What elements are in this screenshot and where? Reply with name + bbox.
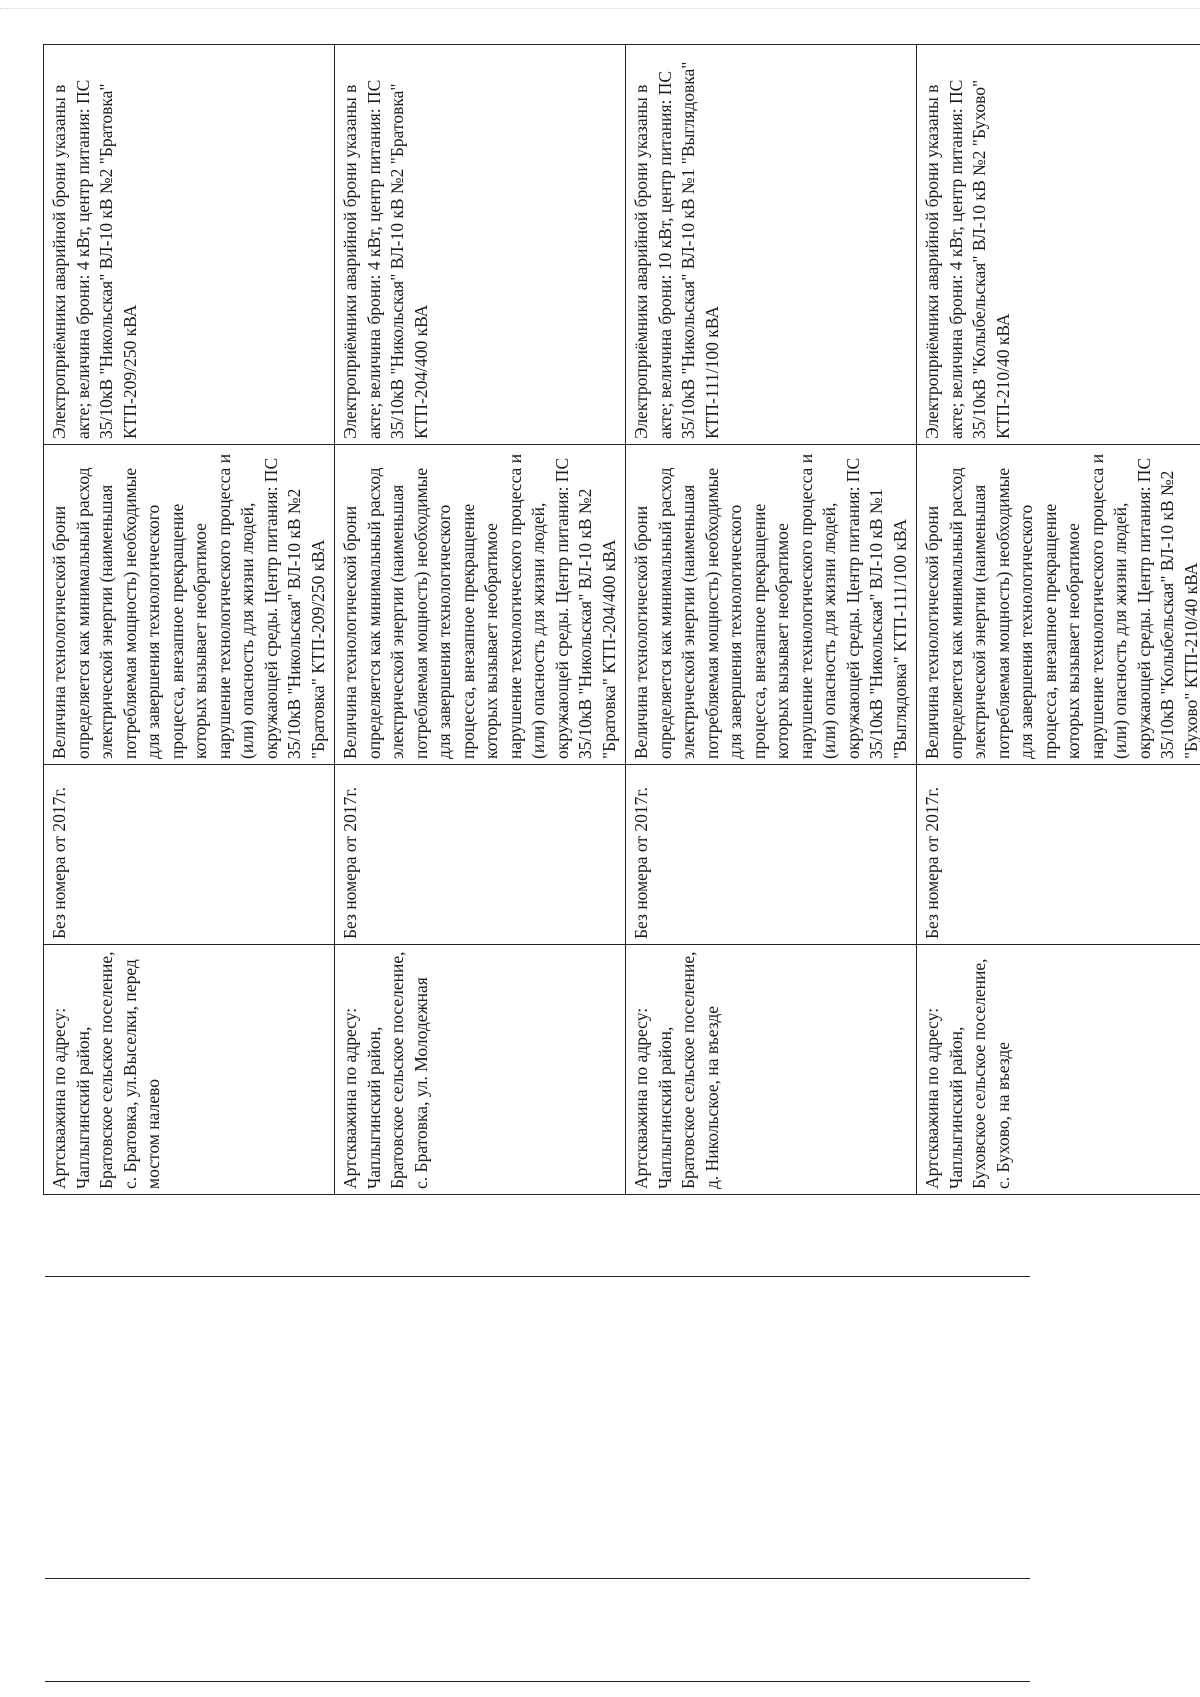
act-cell: [917, 765, 1200, 945]
emergency-cell: [626, 45, 917, 445]
act-cell: [335, 765, 626, 945]
divider-line: [45, 1578, 1030, 1579]
act-number: Без номера от 2017г.: [631, 787, 651, 939]
reservation-table: [43, 44, 1200, 1195]
emergency-reservation: Электроприёмники аварийной брони указаны в акте; величина брони: 4 кВт, центр питания: ПС 35/10кВ "Никольская" ВЛ-10 кВ №2 "Братовка" КТП-209/250 кВА: [49, 79, 140, 439]
tech-reservation: Величина технологической брони определяется как минимальный расход электрической энергии (наименьшая потребляемая мощность) необходимые для завершения технологического процесса, внезапное прекращение которых вызывает необратимое нарушение технологического процесса и (или) опасность для жизни людей, окружающей среды. Центр питания: ПС 35/10кВ "Колыбельская" ВЛ-10 кВ №2 "Бухово" КТП-210/40 кВА: [922, 453, 1200, 759]
act-cell: [44, 765, 335, 945]
tech-cell: [44, 445, 335, 765]
act-cell: [626, 765, 917, 945]
emergency-reservation: Электроприёмники аварийной брони указаны в акте; величина брони: 4 кВт, центр питания: ПС 35/10кВ "Никольская" ВЛ-10 кВ №2 "Братовка" КТП-204/400 кВА: [340, 79, 431, 439]
emergency-cell: [335, 45, 626, 445]
object-address: Артскважина по адресу: Чаплыгинский район, Буховское сельское поселение, с. Бухово, на въезде: [922, 958, 1013, 1189]
emergency-cell: [44, 45, 335, 445]
object-cell: [44, 945, 335, 1195]
object-address: Артскважина по адресу: Чаплыгинский район, Братовское сельское поселение, д. Никольское, на въезде: [631, 951, 722, 1189]
tech-reservation: Величина технологической брони определяется как минимальный расход электрической энергии (наименьшая потребляемая мощность) необходимые для завершения технологического процесса, внезапное прекращение которых вызывает необратимое нарушение технологического процесса и (или) опасность для жизни людей, окружающей среды. Центр питания: ПС 35/10кВ "Никольская" ВЛ-10 кВ №2 "Братовка" КТП-204/400 кВА: [340, 453, 619, 759]
act-number: Без номера от 2017г.: [49, 787, 69, 939]
act-number: Без номера от 2017г.: [340, 787, 360, 939]
object-cell: [917, 945, 1200, 1195]
tech-cell: [335, 445, 626, 765]
rotated-table-container: [43, 45, 1200, 1195]
table-row: [917, 45, 1200, 1195]
emergency-reservation: Электроприёмники аварийной брони указаны в акте; величина брони: 4 кВт, центр питания: ПС 35/10кВ "Колыбельская" ВЛ-10 кВ №2 "Бухово" КТП-210/40 кВА: [922, 79, 1013, 439]
table-row: [335, 45, 626, 1195]
table-row: [626, 45, 917, 1195]
tech-cell: [626, 445, 917, 765]
page-top-edge: [0, 8, 1200, 9]
tech-cell: [917, 445, 1200, 765]
divider-line: [45, 1276, 1030, 1277]
object-address: Артскважина по адресу: Чаплыгинский район, Братовское сельское поселение, с. Братовка, ул. Молодежная: [340, 951, 431, 1189]
emergency-reservation: Электроприёмники аварийной брони указаны в акте; величина брони: 10 кВт, центр питания: ПС 35/10кВ "Никольская" ВЛ-10 кВ №1 "Выглядовка" КТП-111/100 кВА: [631, 61, 722, 439]
object-cell: [626, 945, 917, 1195]
emergency-cell: [917, 45, 1200, 445]
act-number: Без номера от 2017г.: [922, 787, 942, 939]
tech-reservation: Величина технологической брони определяется как минимальный расход электрической энергии (наименьшая потребляемая мощность) необходимые для завершения технологического процесса, внезапное прекращение которых вызывает необратимое нарушение технологического процесса и (или) опасность для жизни людей, окружающей среды. Центр питания: ПС 35/10кВ "Никольская" ВЛ-10 кВ №2 "Братовка" КТП-209/250 кВА: [49, 453, 328, 759]
table-row: [44, 45, 335, 1195]
divider-line: [45, 1681, 1030, 1682]
tech-reservation: Величина технологической брони определяется как минимальный расход электрической энергии (наименьшая потребляемая мощность) необходимые для завершения технологического процесса, внезапное прекращение которых вызывает необратимое нарушение технологического процесса и (или) опасность для жизни людей, окружающей среды. Центр питания: ПС 35/10кВ "Никольская" ВЛ-10 кВ №1 "Выглядовка" КТП-111/100 кВА: [631, 453, 910, 759]
object-address: Артскважина по адресу: Чаплыгинский район, Братовское сельское поселение, с. Братовка, ул.Выселки, перед мостом налево: [49, 951, 163, 1189]
object-cell: [335, 945, 626, 1195]
